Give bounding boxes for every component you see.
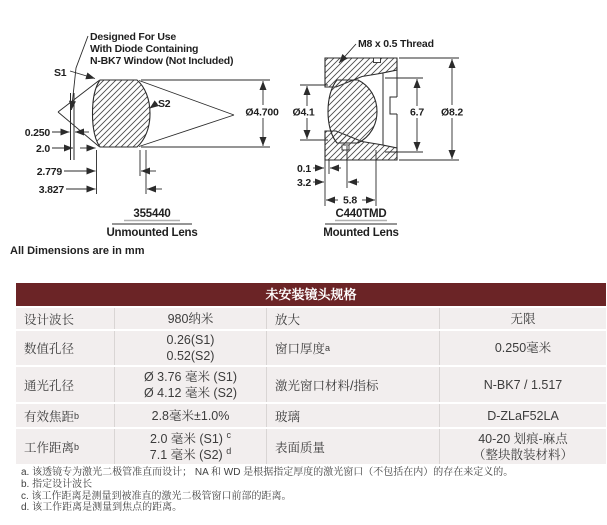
footnote-c: c. 该工作距离是测量到被准直的激光二极管窗口前部的距离。 (21, 490, 292, 502)
callout-line3: N-BK7 Window (Not Included) (90, 55, 234, 67)
thread-callout: M8 x 0.5 Thread (358, 38, 434, 50)
table-row (16, 308, 606, 329)
footnote-b: b. 指定设计波长 (21, 478, 93, 490)
spec-label: 通光孔径 (16, 367, 114, 402)
dim-diameter-label: Ø4.700 (245, 106, 279, 119)
dim-aperture-label: Ø4.1 (292, 106, 315, 119)
spec-value: 0.26(S1) 0.52(S2) (115, 331, 266, 365)
spec-label: 窗口厚度 a (267, 331, 439, 365)
spec-value: 2.0 毫米 (S1) $^c$ 7.1 毫米 (S2) $^d$ (115, 429, 266, 464)
mounted-lens-cross-section (328, 80, 377, 143)
drawing-caption: Unmounted Lens (106, 227, 198, 239)
spec-label: 数值孔径 (16, 331, 114, 365)
spec-label: 设计波长 (16, 308, 114, 329)
spec-value: 2.8毫米±1.0% (115, 404, 266, 427)
spec-value: Ø 3.76 毫米 (S1) Ø 4.12 毫米 (S2) (115, 367, 266, 402)
footnote-d: d. 该工作距离是测量到焦点的距离。 (21, 502, 183, 514)
spec-value: 40-20 划痕-麻点 （整块散装材料） (440, 429, 606, 464)
dim-ct-label: 2.779 (36, 166, 62, 178)
dim-depth-label: 5.8 (343, 194, 357, 207)
dim-overall-label: 3.827 (38, 184, 64, 196)
dim-outer-label: Ø8.2 (441, 106, 463, 119)
spec-label: 玻璃 (267, 404, 439, 427)
dim-inner-label: 6.7 (410, 106, 424, 119)
dimensions-note: All Dimensions are in mm (10, 245, 145, 257)
dim-wd-label: 2.0 (36, 143, 50, 155)
spec-label: 表面质量 (267, 429, 439, 464)
callout-line1: Designed For Use (90, 31, 177, 43)
spec-label: 激光窗口材料/指标 (267, 367, 439, 402)
spec-value: 无限 (440, 308, 606, 329)
table-row (16, 429, 606, 464)
table-row (16, 331, 606, 365)
lens-cross-section (93, 80, 151, 147)
drawing-caption: Mounted Lens (323, 227, 399, 239)
part-number: C440TMD (335, 208, 387, 220)
footnotes (21, 467, 599, 514)
callout-line2: With Diode Containing (90, 43, 199, 55)
dim-window-label: 0.250 (24, 127, 50, 139)
spec-value: D-ZLaF52LA (440, 404, 606, 427)
surface-label-s2: S2 (158, 98, 171, 110)
spec-label: 工作距离 b (16, 429, 114, 464)
spec-label: 放大 (267, 308, 439, 329)
spec-label: 有效焦距 b (16, 404, 114, 427)
dim-lip-label: 0.1 (297, 163, 311, 175)
unmounted-lens-drawing (0, 10, 300, 260)
spec-value: N-BK7 / 1.517 (440, 367, 606, 402)
spec-value: 0.250毫米 (440, 331, 606, 365)
spec-table-header: 未安装镜头规格 (16, 283, 606, 306)
footnote-a: a. 该透镜专为激光二极管准直而设计； NA 和 WD 是根据指定厚度的激光窗口（不包括在内）的存在来定义的。 (21, 467, 514, 478)
part-number: 355440 (133, 208, 171, 220)
surface-label-s1: S1 (54, 67, 67, 79)
table-row (16, 404, 606, 427)
dim-flange-label: 3.2 (297, 177, 311, 189)
spec-value: 980纳米 (115, 308, 266, 329)
table-row (16, 367, 606, 402)
mounted-lens-drawing (280, 10, 490, 260)
spec-table (16, 283, 606, 464)
